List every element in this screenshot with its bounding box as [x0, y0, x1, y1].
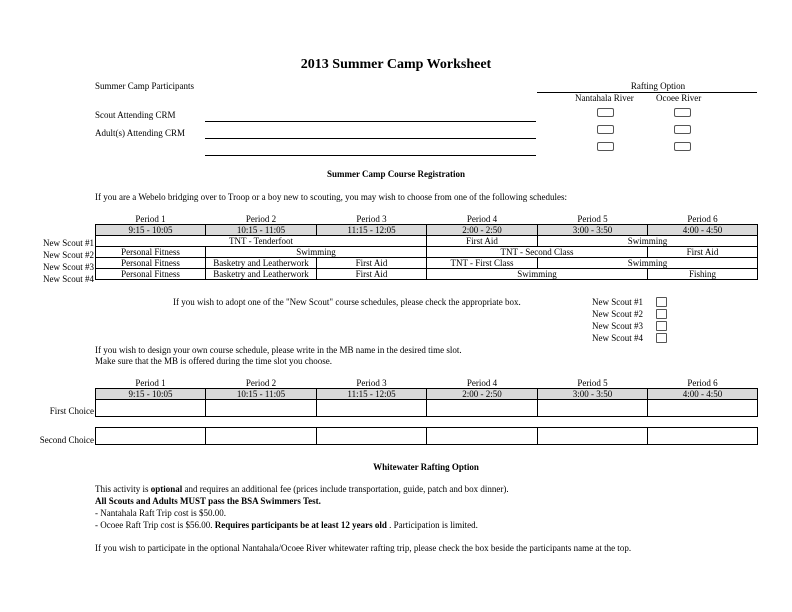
whitewater-text: - Ocoee Raft Trip cost is $56.00.: [95, 520, 215, 530]
ocoee-cost: [95, 520, 478, 531]
schedule-cell: Fishing: [648, 269, 758, 280]
scout-name-line[interactable]: [205, 121, 536, 122]
period-header: Period 5: [577, 378, 608, 388]
new-scout-schedule-table: [95, 214, 758, 280]
first-choice-label: First Choice: [49, 406, 94, 416]
optional-emphasis: optional: [150, 484, 183, 494]
first-choice-period-5-input[interactable]: [538, 400, 648, 417]
schedule-cell: Personal Fitness: [96, 258, 206, 269]
period-header: Period 1: [135, 214, 166, 224]
schedule-cell: First Aid: [427, 236, 538, 247]
schedule-cell: First Aid: [648, 247, 758, 258]
first-choice-period-4-input[interactable]: [427, 400, 538, 417]
ocoee-checkbox-1[interactable]: [674, 108, 691, 117]
new-scout-1-label: New Scout #1: [43, 238, 94, 248]
time-cell: 10:15 - 11:05: [206, 225, 317, 236]
whitewater-heading: Whitewater Rafting Option: [373, 462, 479, 472]
whitewater-text: This activity is: [95, 484, 151, 494]
design-instructions-1: If you wish to design your own course schedule, please write in the MB name in the desired time slot.: [95, 345, 462, 355]
whitewater-text: and requires an additional fee (prices include transportation, guide, patch and box dinner).: [182, 484, 509, 494]
second-choice-period-2-input[interactable]: [206, 428, 317, 445]
schedule-cell: Basketry and Leatherwork: [206, 269, 317, 280]
whitewater-paragraph-1: [95, 484, 509, 495]
table-row: [96, 258, 758, 269]
time-cell: 9:15 - 10:05: [96, 389, 206, 400]
first-choice-period-3-input[interactable]: [317, 400, 427, 417]
scout-attending-label: Scout Attending CRM: [95, 110, 176, 120]
period-header: Period 2: [245, 214, 277, 224]
age-requirement: Requires participants be at least 12 years old: [214, 520, 387, 530]
second-choice-period-4-input[interactable]: [427, 428, 538, 445]
nantahala-checkbox-2[interactable]: [597, 125, 614, 134]
time-cell: 3:00 - 3:50: [538, 389, 648, 400]
period-header: Period 6: [687, 378, 718, 388]
new-scout-2-label: New Scout #2: [43, 250, 94, 260]
period-header: Period 3: [356, 214, 387, 224]
adult-name-line-1[interactable]: [205, 138, 536, 139]
second-choice-label: Second Choice: [39, 435, 94, 445]
time-cell: 2:00 - 2:50: [427, 225, 538, 236]
time-cell: 4:00 - 4:50: [648, 389, 758, 400]
schedule-cell: Swimming: [538, 236, 758, 247]
rafting-col-ocoee: Ocoee River: [656, 93, 702, 103]
adult-attending-label: Adult(s) Attending CRM: [95, 128, 186, 138]
time-cell: 2:00 - 2:50: [427, 389, 538, 400]
schedule-cell: Swimming: [206, 247, 427, 258]
schedule-cell: TNT - Tenderfoot: [96, 236, 427, 247]
ocoee-checkbox-2[interactable]: [674, 125, 691, 134]
rafting-heading: Rafting Option: [630, 81, 686, 91]
second-choice-period-1-input[interactable]: [96, 428, 206, 445]
period-header: Period 4: [466, 214, 498, 224]
adopt-option-label: New Scout #1: [592, 297, 643, 307]
table-row: [96, 269, 758, 280]
whitewater-text: . Participation is limited.: [386, 520, 478, 530]
schedule-cell: Basketry and Leatherwork: [206, 258, 317, 269]
swimmers-test-requirement: All Scouts and Adults MUST pass the BSA Swimmers Test.: [95, 496, 321, 506]
table-row: [96, 236, 758, 247]
registration-intro: If you are a Webelo bridging over to Troop or a boy new to scouting, you may wish to choose from one of the following schedules:: [95, 192, 568, 202]
adopt-option-label: New Scout #4: [592, 333, 643, 343]
second-choice-period-6-input[interactable]: [648, 428, 758, 445]
adopt-option-label: New Scout #3: [592, 321, 643, 331]
time-cell: 3:00 - 3:50: [538, 225, 648, 236]
whitewater-instructions: If you wish to participate in the optional Nantahala/Ocoee River whitewater rafting trip, please check the box beside the participants name at the top.: [95, 543, 632, 553]
new-scout-3-label: New Scout #3: [43, 262, 94, 272]
adopt-new-scout-3-checkbox[interactable]: [656, 321, 667, 331]
adopt-instructions: If you wish to adopt one of the "New Scout" course schedules, please check the appropriate box.: [173, 297, 521, 307]
time-cell: 4:00 - 4:50: [648, 225, 758, 236]
schedule-cell: TNT - Second Class: [427, 247, 648, 258]
first-choice-period-6-input[interactable]: [648, 400, 758, 417]
rafting-col-nantahala: Nantahala River: [575, 93, 634, 103]
period-header: Period 6: [687, 214, 718, 224]
period-header: Period 4: [466, 378, 498, 388]
schedule-cell: Personal Fitness: [96, 247, 206, 258]
first-choice-period-2-input[interactable]: [206, 400, 317, 417]
schedule-cell: Swimming: [427, 269, 648, 280]
schedule-cell: Personal Fitness: [96, 269, 206, 280]
schedule-cell: TNT - First Class: [427, 258, 538, 269]
page-title: 2013 Summer Camp Worksheet: [300, 57, 492, 72]
custom-schedule-table: [95, 378, 758, 445]
second-choice-period-3-input[interactable]: [317, 428, 427, 445]
schedule-cell: Swimming: [538, 258, 758, 269]
period-header: Period 1: [135, 378, 166, 388]
time-cell: 9:15 - 10:05: [96, 225, 206, 236]
nantahala-checkbox-3[interactable]: [597, 142, 614, 151]
second-choice-period-5-input[interactable]: [538, 428, 648, 445]
second-choice-row: [96, 428, 758, 445]
nantahala-checkbox-1[interactable]: [597, 108, 614, 117]
new-scout-4-label: New Scout #4: [43, 274, 94, 284]
period-header: Period 5: [577, 214, 608, 224]
time-cell: 10:15 - 11:05: [206, 389, 317, 400]
rafting-divider: [537, 92, 757, 93]
registration-heading: Summer Camp Course Registration: [326, 169, 466, 179]
nantahala-cost: - Nantahala Raft Trip cost is $50.00.: [95, 508, 226, 518]
time-cell: 11:15 - 12:05: [317, 389, 427, 400]
table-row: [96, 247, 758, 258]
first-choice-period-1-input[interactable]: [96, 400, 206, 417]
design-instructions-2: Make sure that the MB is offered during the time slot you choose.: [95, 356, 333, 366]
time-cell: 11:15 - 12:05: [317, 225, 427, 236]
first-choice-row: [96, 400, 758, 417]
schedule-cell: First Aid: [317, 269, 427, 280]
participants-heading: Summer Camp Participants: [95, 81, 194, 91]
period-header: Period 3: [356, 378, 387, 388]
adult-name-line-2[interactable]: [205, 155, 536, 156]
adopt-new-scout-1-checkbox[interactable]: [656, 297, 667, 307]
adopt-option-label: New Scout #2: [592, 309, 643, 319]
adopt-new-scout-4-checkbox[interactable]: [656, 333, 667, 343]
adopt-new-scout-2-checkbox[interactable]: [656, 309, 667, 319]
ocoee-checkbox-3[interactable]: [674, 142, 691, 151]
schedule-cell: First Aid: [317, 258, 427, 269]
period-header: Period 2: [245, 378, 277, 388]
